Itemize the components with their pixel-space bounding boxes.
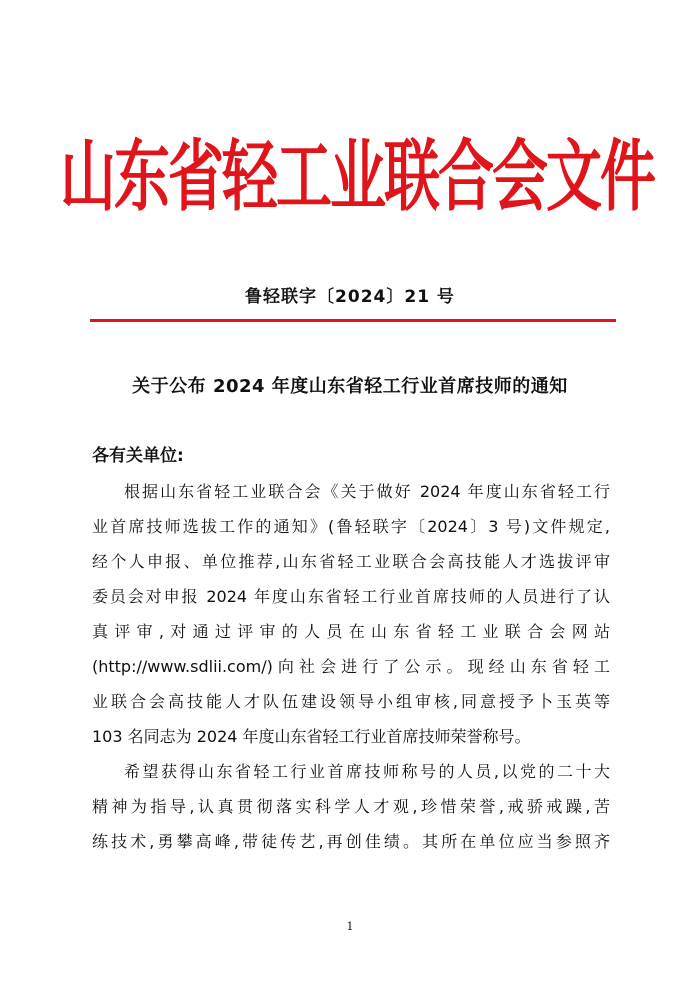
paragraph-1-line: (http://www.sdlii.com/)向社会进行了公示。现经山东省轻工 <box>92 657 610 676</box>
paragraph-1-line: 103 名同志为 2024 年度山东省轻工行业首席技师荣誉称号。 <box>92 727 531 746</box>
paragraph-1-line: 真评审,对通过评审的人员在山东省轻工业联合会网站 <box>92 622 610 641</box>
masthead-title: 山东省轻工业联合会文件 <box>60 132 654 223</box>
notice-title: 关于公布 2024 年度山东省轻工行业首席技师的通知 <box>132 376 568 397</box>
paragraph-1-line: 业联合会高技能人才队伍建设领导小组审核,同意授予卜玉英等 <box>92 692 610 711</box>
paragraph-2-line: 精神为指导,认真贯彻落实科学人才观,珍惜荣誉,戒骄戒躁,苦 <box>92 797 610 816</box>
paragraph-1-line: 业首席技师选拔工作的通知》(鲁轻联字〔2024〕3 号)文件规定, <box>92 517 610 536</box>
paragraph-1-line: 委员会对申报 2024 年度山东省轻工行业首席技师的人员进行了认 <box>92 587 610 606</box>
document-number: 鲁轻联字〔2024〕21 号 <box>245 287 455 307</box>
paragraph-2-line: 练技术,勇攀高峰,带徒传艺,再创佳绩。其所在单位应当参照齐 <box>92 832 610 851</box>
paragraph-2-line: 希望获得山东省轻工行业首席技师称号的人员,以党的二十大 <box>124 762 610 781</box>
salutation: 各有关单位: <box>92 446 184 466</box>
page-number: 1 <box>346 920 354 933</box>
paragraph-1-line: 经个人申报、单位推荐,山东省轻工业联合会高技能人才选拔评审 <box>92 552 610 571</box>
paragraph-1-line: 根据山东省轻工业联合会《关于做好 2024 年度山东省轻工行 <box>124 482 610 501</box>
red-divider <box>90 319 616 322</box>
notice-body <box>92 474 610 859</box>
